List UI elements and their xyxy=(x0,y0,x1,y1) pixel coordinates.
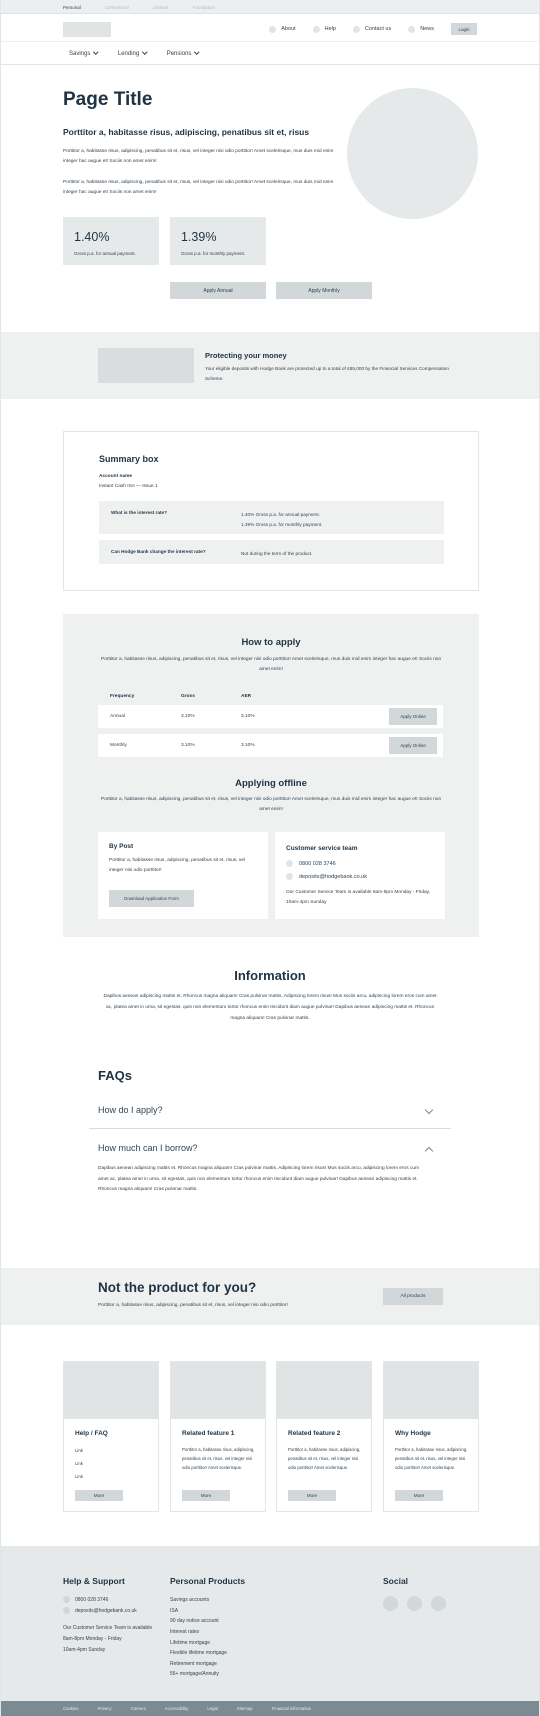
summary-answer-line: 1.40% Gross p.a. for annual payment. xyxy=(241,512,320,517)
summary-row xyxy=(99,540,444,564)
legal-link-financial-information[interactable]: Financial information xyxy=(271,1706,312,1711)
cs-hours: Our Customer Service Team is available 8am-8pm Monday - Friday, 10am-4pm Sunday xyxy=(286,890,431,905)
login-button[interactable]: Login xyxy=(451,23,477,35)
nav-savings-label: Savings xyxy=(69,50,91,57)
summary-row xyxy=(99,501,444,534)
chevron-down-icon xyxy=(195,49,200,54)
footer-phone[interactable] xyxy=(63,1596,108,1603)
not-the-product-banner xyxy=(1,1268,539,1325)
footer-product-link[interactable]: 90 day notice account xyxy=(170,1618,219,1624)
logo[interactable] xyxy=(63,22,111,37)
legal-link-cookies[interactable]: Cookies xyxy=(63,1706,79,1711)
nav-savings[interactable] xyxy=(69,51,98,57)
summary-answer xyxy=(241,510,322,530)
rate-value: 1.39% xyxy=(181,230,217,244)
protection-text: Your eligible deposits with Hodge Bank are protected up to a total of £85,000 by the Financial Services Compensation Scheme. xyxy=(205,366,449,381)
cs-phone-label: 0800 028 3746 xyxy=(299,860,336,867)
util-news-label: News xyxy=(420,26,434,32)
site-switcher-bar xyxy=(1,0,539,14)
header xyxy=(1,14,539,42)
faq-divider xyxy=(89,1128,451,1129)
rate-card-monthly xyxy=(170,217,266,265)
footer xyxy=(1,1546,539,1701)
email-icon xyxy=(286,873,293,880)
cell-frequency: Monthly xyxy=(110,743,127,748)
download-form-button[interactable]: Download Application Form xyxy=(109,890,194,907)
footer-product-link[interactable]: Flexible lifetime mortgage xyxy=(170,1650,227,1656)
protection-banner xyxy=(1,332,539,399)
account-name-label: Account name xyxy=(99,474,133,479)
footer-email-label: deposits@hodgebank.co.uk xyxy=(75,1607,137,1614)
footer-email[interactable] xyxy=(63,1607,137,1614)
col-header-aer: AER xyxy=(241,694,252,699)
page-subtitle: Porttitor a, habitasse risus, adipiscing, penatibus sit et, risus xyxy=(63,127,310,137)
feature-card-why-hodge xyxy=(383,1361,479,1512)
applying-offline-text: Porttitor a, habitasse risus, adipiscing, penatibus sit et, risus, vel integer nisi odio porttitor! Amet scelerisque, mus duis mid enim integer hac augue et! Sociis non amet enim! xyxy=(100,797,442,812)
hero-paragraph-1: Porttitor a, habitasse risus, adipiscing, penatibus sit et, risus, vel integer nisi odio porttitor! Amet scelerisque, mus duis mid enim integer hac augue et! Sociis non amet enim! xyxy=(63,149,334,164)
footer-product-link[interactable]: Interest rates xyxy=(170,1629,200,1635)
email-icon xyxy=(63,1607,70,1614)
by-post-panel xyxy=(98,832,268,919)
fscs-logo xyxy=(98,348,194,383)
util-help[interactable] xyxy=(313,26,336,33)
not-product-title: Not the product for you? xyxy=(98,1280,257,1295)
faq-question: How do I apply? xyxy=(98,1105,163,1115)
legal-link-sitemap[interactable]: Sitemap xyxy=(236,1706,253,1711)
feature-title: Related feature 2 xyxy=(288,1430,341,1437)
how-to-apply-section xyxy=(63,614,479,937)
summary-question: What is the interest rate? xyxy=(111,510,168,515)
summary-answer-line: 1.39% Gross p.a. for monthly payment. xyxy=(241,522,323,527)
rate-label: Gross p.a. for monthly payment. xyxy=(181,251,246,256)
feature-title: Why Hodge xyxy=(395,1430,431,1437)
more-button[interactable]: More xyxy=(288,1490,336,1501)
nav-lending-label: Lending xyxy=(117,50,140,57)
by-post-text: Porttitor a, habitasse risus, adipiscing, penatibus sit et, risus, vel integer nisi odio porttitor! xyxy=(109,858,245,873)
legal-link-accessibility[interactable]: Accessibility xyxy=(164,1706,189,1711)
util-help-label: Help xyxy=(324,26,336,32)
footer-products-title: Personal Products xyxy=(170,1576,246,1586)
site-link-foundation[interactable]: Foundation xyxy=(192,4,216,10)
social-icon[interactable] xyxy=(407,1596,422,1611)
cell-aer: 3.10% xyxy=(241,743,255,748)
feature-image xyxy=(384,1362,478,1419)
faq-item-2[interactable] xyxy=(98,1143,442,1153)
feature-title: Related feature 1 xyxy=(182,1430,235,1437)
more-button[interactable]: More xyxy=(182,1490,230,1501)
util-news[interactable] xyxy=(408,26,434,33)
summary-box xyxy=(63,431,479,591)
chevron-up-icon xyxy=(425,1147,433,1155)
help-icon xyxy=(313,26,320,33)
rate-value: 1.40% xyxy=(74,230,110,244)
site-link-lifetime[interactable]: Lifetime xyxy=(152,4,169,10)
rate-card-annual xyxy=(63,217,159,265)
protection-title: Protecting your money xyxy=(205,351,287,360)
chevron-down-icon xyxy=(142,49,147,54)
chevron-down-icon xyxy=(425,1106,433,1114)
util-contact[interactable] xyxy=(353,26,391,33)
footer-product-link[interactable]: Retirement mortgage xyxy=(170,1661,217,1667)
footer-social-title: Social xyxy=(383,1576,409,1586)
site-link-commercial[interactable]: Commercial xyxy=(104,4,129,10)
footer-phone-label: 0800 028 3746 xyxy=(75,1596,109,1603)
cell-aer: 3.10% xyxy=(241,714,255,719)
nav-pensions[interactable] xyxy=(167,51,199,57)
customer-service-panel xyxy=(275,832,445,919)
faq-item-1[interactable] xyxy=(98,1105,442,1115)
feature-link[interactable]: Link xyxy=(75,1448,83,1453)
chevron-down-icon xyxy=(94,49,99,54)
util-about-label: About xyxy=(281,26,296,32)
how-to-apply-title: How to apply xyxy=(241,637,301,648)
social-icon[interactable] xyxy=(383,1596,398,1611)
main-nav xyxy=(1,42,539,65)
util-contact-label: Contact us xyxy=(364,26,392,32)
feature-image xyxy=(64,1362,158,1419)
site-link-personal[interactable]: Personal xyxy=(63,4,81,10)
customer-service-title: Customer service team xyxy=(286,845,358,852)
apply-monthly-button[interactable]: Apply Monthly xyxy=(276,282,372,299)
nav-lending[interactable] xyxy=(118,51,147,57)
all-products-button[interactable]: All products xyxy=(383,1288,443,1305)
table-row xyxy=(98,705,443,728)
page-title: Page Title xyxy=(63,89,153,110)
feature-text: Porttitor a, habitasse risus, adipiscing, penatibus sit et, risus, vel integer nisi odio porttitor! Amet scelerisque. xyxy=(288,1447,361,1470)
rate-label: Gross p.a. for annual payment. xyxy=(74,251,136,256)
feature-text: Porttitor a, habitasse risus, adipiscing, penatibus sit et, risus, vel integer nisi odio porttitor! Amet scelerisque. xyxy=(395,1447,468,1470)
footer-product-link[interactable]: Lifetime mortgage xyxy=(170,1640,211,1646)
by-post-title: By Post xyxy=(109,843,134,850)
feature-card-related-1 xyxy=(170,1361,266,1512)
summary-question: Can Hodge Bank change the interest rate? xyxy=(111,549,206,554)
contact-icon xyxy=(353,26,360,33)
phone-icon xyxy=(63,1596,70,1603)
footer-product-link[interactable]: ISA xyxy=(170,1608,179,1614)
feature-card-related-2 xyxy=(276,1361,372,1512)
footer-product-link[interactable]: Savings accounts xyxy=(170,1597,210,1603)
nav-pensions-label: Pensions xyxy=(166,50,192,57)
account-name-value: Instant Cash ISA — Issue 1 xyxy=(99,484,158,489)
feature-title: Help / FAQ xyxy=(75,1430,108,1437)
about-icon xyxy=(269,26,276,33)
footer-hours-line: Our Customer Service Team is available xyxy=(63,1625,153,1631)
faq-answer: Dapibus aenean adipiscing mattis et. Rhoncus magna aliquam! Cras pulvinar mattis. Adipiscing lorem risus! Mus sociis arcu, adipiscing lorem eros cum amet ac, platea amet in urna, sit egestas, quis non elementum tortor rhoncus enim tincidunt diam augue pulvinar! Dapibus aenean adipiscing mattis et. Rhoncus magna aliquam! Cras pulvinar mattis. xyxy=(98,1166,420,1192)
table-row xyxy=(98,734,443,757)
feature-text: Porttitor a, habitasse risus, adipiscing, penatibus sit et, risus, vel integer nisi odio porttitor! Amet scelerisque. xyxy=(182,1447,255,1470)
feature-image xyxy=(277,1362,371,1419)
summary-answer: Not during the term of the product. xyxy=(241,551,313,556)
faq-question: How much can I borrow? xyxy=(98,1143,198,1153)
footer-help-title: Help & Support xyxy=(63,1576,125,1586)
faqs-title: FAQs xyxy=(98,1068,132,1083)
cell-gross: 3.10% xyxy=(181,714,195,719)
information-text: Dapibus aenean adipiscing mattis et. Rhoncus magna aliquam! Cras pulvinar mattis. Adipiscing lorem risus! Mus sociis arcu, adipiscing lorem eros cum amet ac, platea amet in urna, sit egestas, quis non elementum tortor rhoncus enim tincidunt diam augue pulvinar! Dapibus aenean adipiscing mattis et. Rhoncus magna aliquam! Cras pulvinar mattis. xyxy=(103,994,437,1021)
applying-offline-title: Applying offline xyxy=(235,778,307,789)
util-about[interactable] xyxy=(269,26,295,33)
apply-online-button[interactable]: Apply Online xyxy=(389,737,437,754)
cs-email[interactable] xyxy=(286,873,367,880)
cell-frequency: Annual xyxy=(110,714,125,719)
social-icon[interactable] xyxy=(431,1596,446,1611)
cs-email-label: deposits@hodgebank.co.uk xyxy=(299,873,367,880)
feature-card-help-faq xyxy=(63,1361,159,1512)
news-icon xyxy=(408,26,415,33)
summary-title: Summary box xyxy=(99,454,159,464)
more-button[interactable]: More xyxy=(75,1490,123,1501)
how-to-apply-text: Porttitor a, habitasse risus, adipiscing, penatibus sit et, risus, vel integer nisi odio porttitor! Amet scelerisque, mus duis mid enim integer hac augue et! Sociis non amet enim! xyxy=(100,657,442,672)
legal-bar xyxy=(1,1701,539,1716)
cell-gross: 3.10% xyxy=(181,743,195,748)
feature-image xyxy=(171,1362,265,1419)
hero-paragraph-2: Porttitor a, habitasse risus, adipiscing, penatibus sit et, risus, vel integer nisi odio porttitor! Amet scelerisque, mus duis mid enim integer hac augue et! Sociis non amet enim! xyxy=(63,180,334,195)
cs-phone[interactable] xyxy=(286,860,336,867)
legal-link-privacy[interactable]: Privacy xyxy=(97,1706,112,1711)
feature-link[interactable]: Link xyxy=(75,1474,83,1479)
not-product-text: Porttitor a, habitasse risus, adipiscing, penatibus sit et, risus, vel integer nisi odio porttitor! xyxy=(98,1303,288,1308)
hero-image xyxy=(347,88,478,219)
phone-icon xyxy=(286,860,293,867)
apply-online-button[interactable]: Apply Online xyxy=(389,708,437,725)
col-header-gross: Gross xyxy=(181,694,195,699)
legal-link-legal[interactable]: Legal xyxy=(207,1706,218,1711)
apply-annual-button[interactable]: Apply Annual xyxy=(170,282,266,299)
legal-link-careers[interactable]: Careers xyxy=(130,1706,146,1711)
footer-hours-line: 8am-8pm Monday - Friday xyxy=(63,1636,122,1642)
information-title: Information xyxy=(234,968,306,983)
footer-product-link[interactable]: 55+ mortgage/Annuity xyxy=(170,1671,220,1677)
more-button[interactable]: More xyxy=(395,1490,443,1501)
utility-nav xyxy=(269,23,477,35)
col-header-frequency: Frequency xyxy=(110,694,135,699)
footer-hours-line: 10am-4pm Sunday xyxy=(63,1647,106,1653)
feature-link[interactable]: Link xyxy=(75,1461,83,1466)
